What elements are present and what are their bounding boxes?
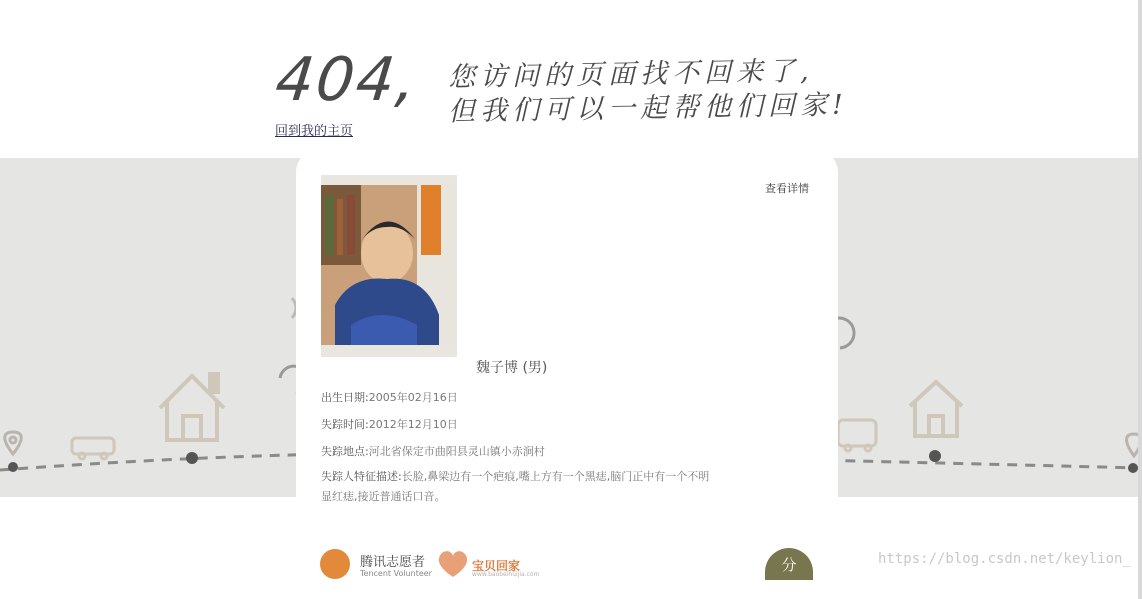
bus-icon — [838, 420, 876, 451]
bubble-icon — [838, 318, 854, 348]
child-name: 魏子博 (男) — [476, 360, 548, 376]
road-dot-icon — [186, 452, 198, 464]
baobeihuijia-url: www.baobeihuijia.com — [472, 571, 540, 578]
road-dot-icon — [1128, 463, 1138, 473]
baobeihuijia-name: 宝贝回家 — [472, 559, 521, 573]
house-icon — [160, 374, 224, 440]
watermark-text: https://blog.csdn.net/keylion_ — [878, 551, 1131, 567]
road-dot-icon — [8, 462, 18, 472]
missing-date-field — [321, 416, 458, 432]
field-label: 失踪人特征描述: — [321, 470, 402, 483]
error-message-line-2: 但我们可以一起帮他们回家! — [447, 89, 849, 128]
tencent-volunteer-logo[interactable] — [320, 547, 430, 581]
baobeihuijia-logo[interactable] — [436, 547, 540, 581]
road-dot-icon — [929, 450, 941, 462]
field-value: 长脸,鼻梁边有一个疤痕,嘴上方有一个黑痣,脑门正中有一个不明显红痣,接近普通话口音。 — [321, 470, 710, 503]
scrollbar[interactable] — [1138, 0, 1142, 599]
field-value: 2005年02月16日 — [368, 391, 458, 404]
child-photo-illustration — [321, 175, 457, 357]
home-link[interactable]: 回到我的主页 — [275, 124, 354, 139]
birth-date-field — [321, 389, 458, 405]
tencent-volunteer-subtitle: Tencent Volunteer — [360, 569, 432, 578]
missing-location-field — [321, 443, 545, 459]
house-icon — [910, 382, 962, 436]
field-label: 失踪地点: — [321, 445, 369, 458]
field-label: 出生日期: — [321, 391, 369, 404]
error-code: 404, — [272, 45, 422, 115]
share-button[interactable]: 分 — [765, 548, 813, 580]
field-value: 河北省保定市曲阳县灵山镇小赤涧村 — [368, 445, 545, 458]
field-label: 失踪时间: — [321, 418, 369, 431]
child-photo — [321, 175, 457, 357]
field-value: 2012年12月10日 — [368, 418, 458, 431]
error-header — [272, 45, 896, 128]
features-description-field — [321, 467, 711, 507]
tencent-volunteer-name: 腾讯志愿者 — [360, 555, 426, 570]
error-message-line-1: 您访问的页面找不回来了, — [447, 55, 814, 94]
bus-icon — [72, 438, 114, 459]
tencent-volunteer-emblem-icon — [320, 549, 350, 579]
view-details-link[interactable]: 查看详情 — [765, 182, 809, 195]
location-pin-icon — [5, 432, 22, 454]
heart-icon — [436, 549, 470, 579]
